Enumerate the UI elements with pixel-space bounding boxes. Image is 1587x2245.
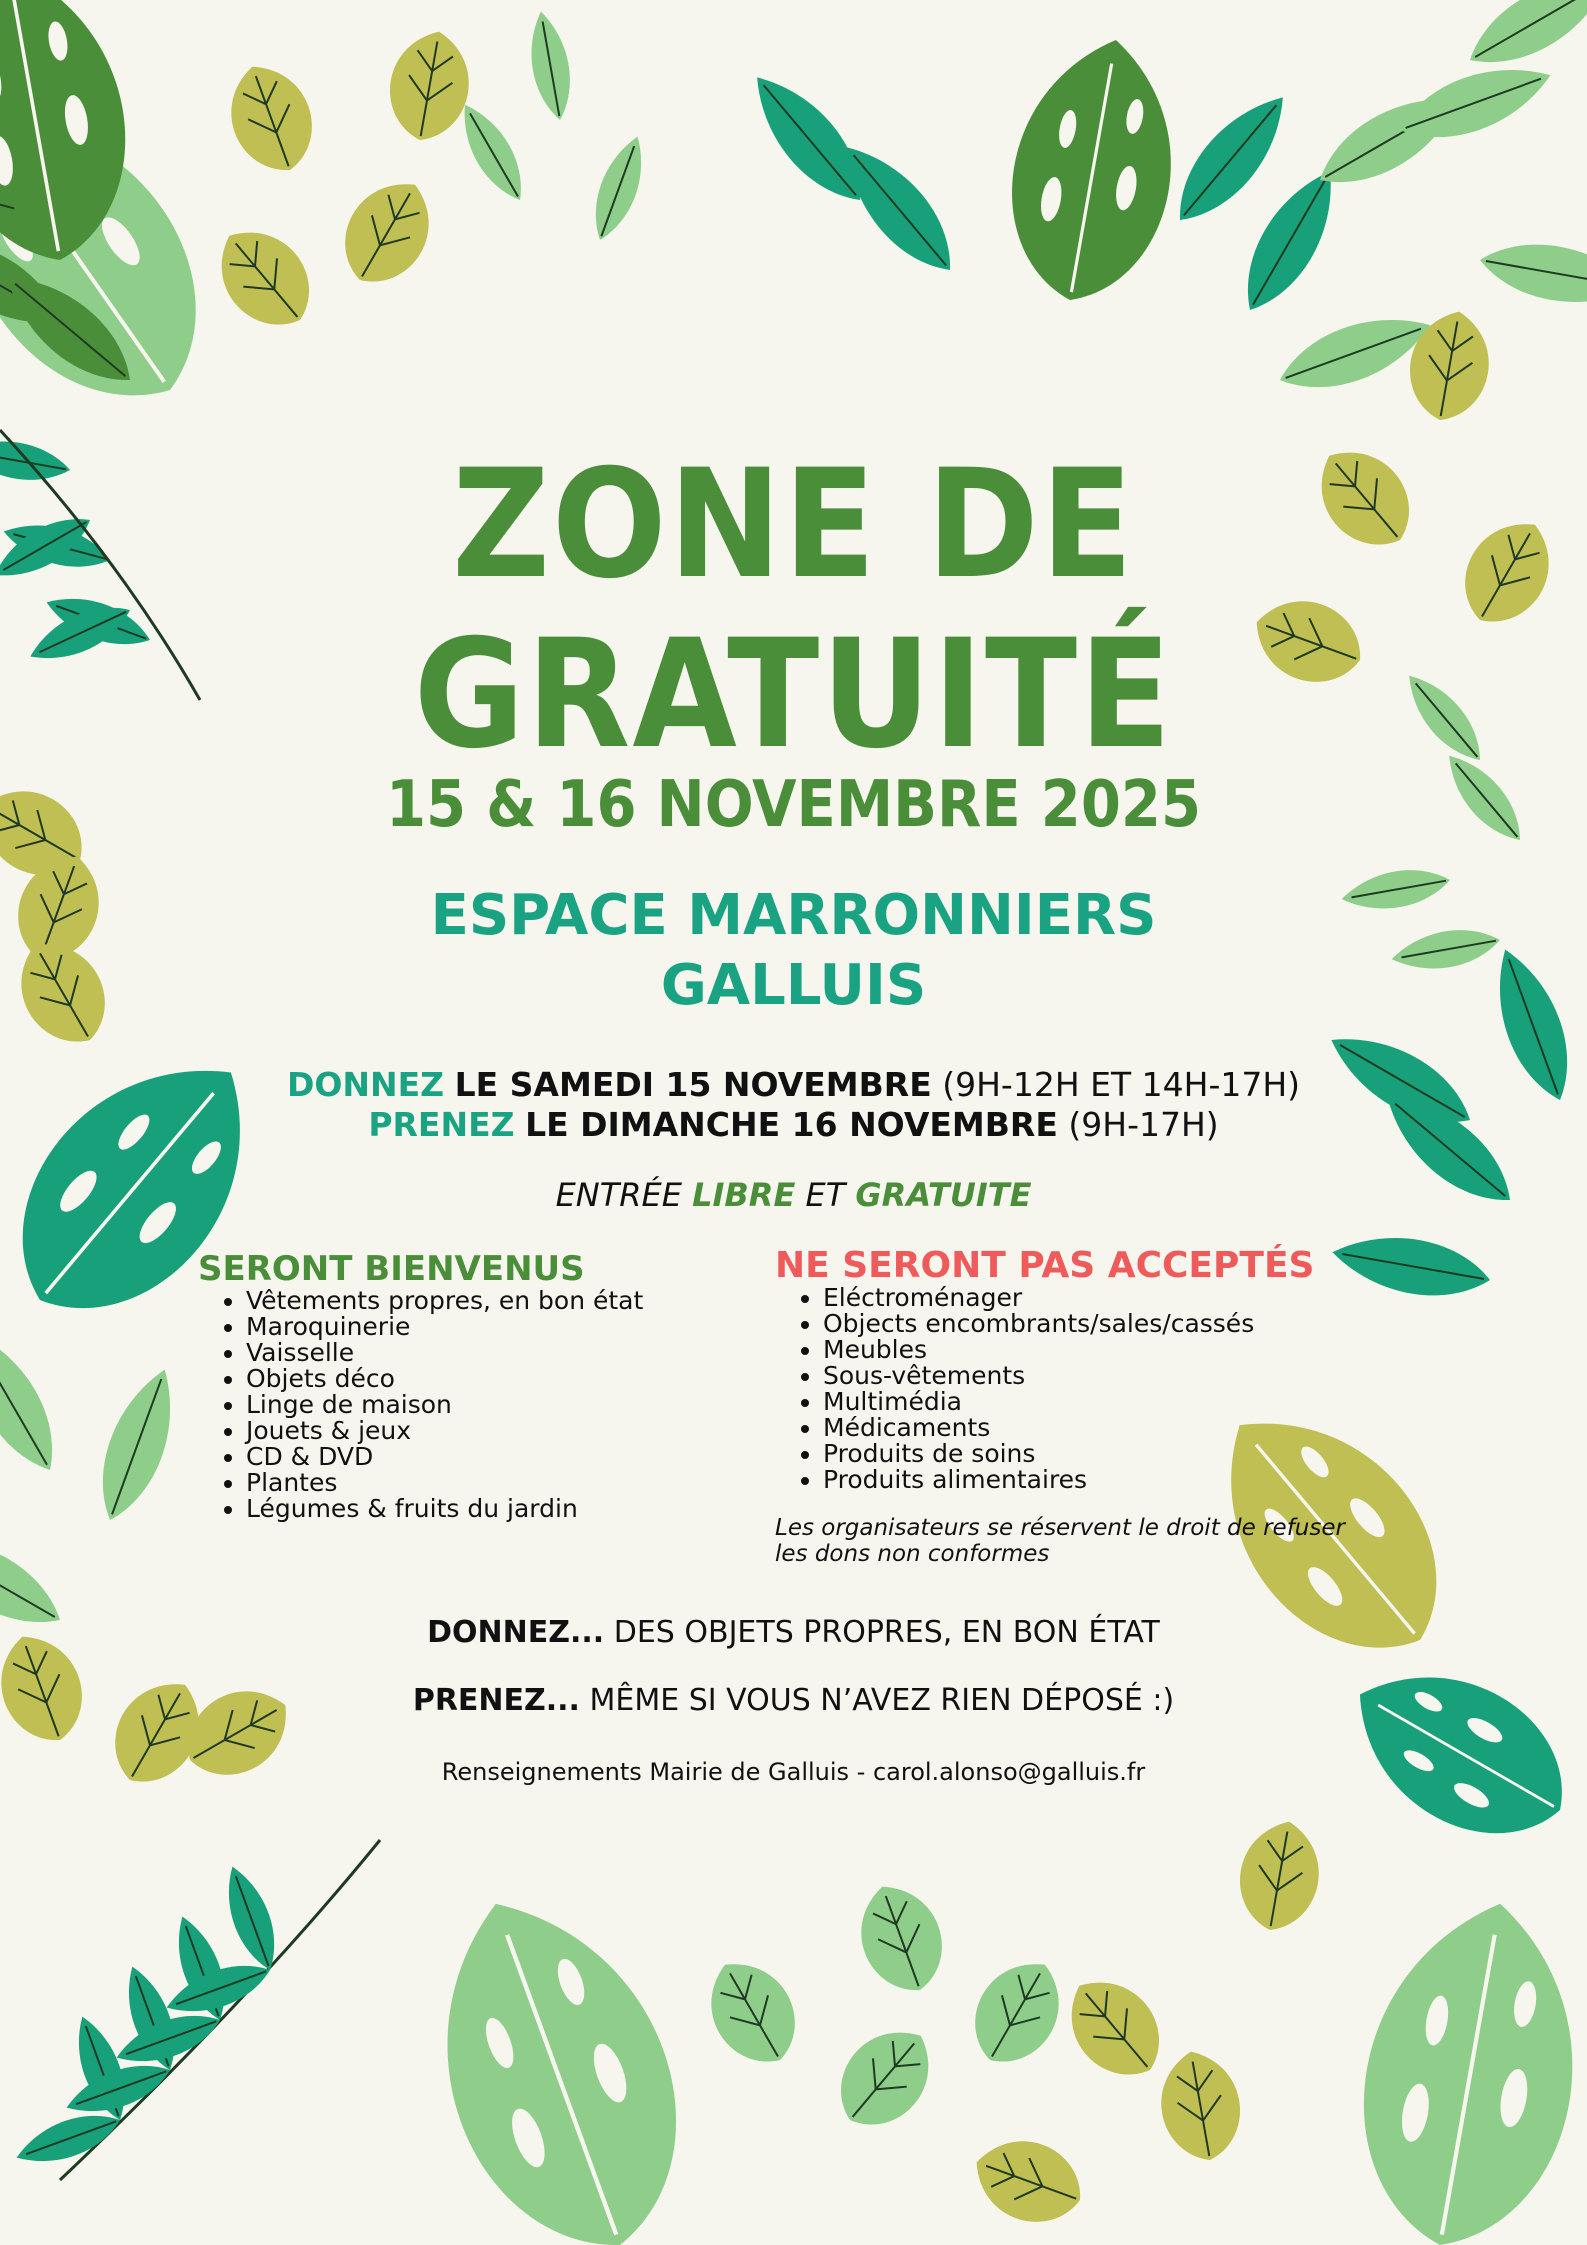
- take-hours: (9H-17H): [1068, 1105, 1219, 1144]
- give-day: LE SAMEDI 15 NOVEMBRE: [454, 1065, 932, 1104]
- list-item: • Vaisselle: [246, 1340, 718, 1366]
- welcome-list: [198, 1288, 718, 1522]
- entry-word-gratuite: GRATUITE: [855, 1176, 1032, 1214]
- list-item: • Vêtements propres, en bon état: [246, 1288, 718, 1314]
- give-hours: (9H-12H ET 14H-17H): [942, 1065, 1301, 1104]
- entry-free: [0, 1176, 1587, 1214]
- refused-column: [775, 1247, 1375, 1567]
- take-day: LE DIMANCHE 16 NOVEMBRE: [525, 1105, 1058, 1144]
- tagline-give-text: DES OBJETS PROPRES, EN BON ÉTAT: [613, 1615, 1160, 1650]
- schedule-take: [0, 1102, 1587, 1148]
- tagline-take-bold: PRENEZ...: [412, 1683, 580, 1718]
- welcome-column: [198, 1250, 718, 1522]
- entry-prefix: ENTRÉE: [555, 1176, 682, 1214]
- tagline-give: [0, 1615, 1587, 1650]
- list-item: • Légumes & fruits du jardin: [246, 1496, 718, 1522]
- refusal-note: Les organisateurs se réservent le droit de refuser les dons non conformes: [775, 1515, 1345, 1567]
- contact-info: Renseignements Mairie de Galluis - carol.alonso@galluis.fr: [441, 1758, 1146, 1786]
- venue-name: ESPACE MARRONNIERS: [430, 883, 1157, 948]
- list-item: • CD & DVD: [246, 1444, 718, 1470]
- refused-list: [775, 1285, 1375, 1493]
- list-item: • Produits de soins: [823, 1441, 1375, 1467]
- tagline-give-bold: DONNEZ...: [427, 1615, 605, 1650]
- title-line-2: GRATUITÉ: [413, 608, 1174, 782]
- take-verb: PRENEZ: [368, 1105, 515, 1144]
- list-item: • Sous-vêtements: [823, 1363, 1375, 1389]
- list-item: • Objects encombrants/sales/cassés: [823, 1311, 1375, 1337]
- list-item: • Plantes: [246, 1470, 718, 1496]
- give-verb: DONNEZ: [286, 1065, 445, 1104]
- list-item: • Produits alimentaires: [823, 1467, 1375, 1493]
- list-item: • Maroquinerie: [246, 1314, 718, 1340]
- venue-town: GALLUIS: [660, 953, 927, 1018]
- list-item: • Jouets & jeux: [246, 1418, 718, 1444]
- tagline-take: [0, 1683, 1587, 1718]
- refused-heading: NE SERONT PAS ACCEPTÉS: [775, 1245, 1315, 1286]
- welcome-heading: SERONT BIENVENUS: [198, 1249, 585, 1289]
- tagline-take-text: MÊME SI VOUS N’AVEZ RIEN DÉPOSÉ :): [589, 1683, 1175, 1718]
- entry-middle: ET: [805, 1176, 846, 1214]
- event-dates: 15 & 16 NOVEMBRE 2025: [385, 768, 1202, 842]
- list-item: • Objets déco: [246, 1366, 718, 1392]
- title-line-1: ZONE DE: [452, 438, 1135, 612]
- list-item: • Meubles: [823, 1337, 1375, 1363]
- list-item: • Multimédia: [823, 1389, 1375, 1415]
- list-item: • Eléctroménager: [823, 1285, 1375, 1311]
- entry-word-libre: LIBRE: [692, 1176, 796, 1214]
- list-item: • Médicaments: [823, 1415, 1375, 1441]
- list-item: • Linge de maison: [246, 1392, 718, 1418]
